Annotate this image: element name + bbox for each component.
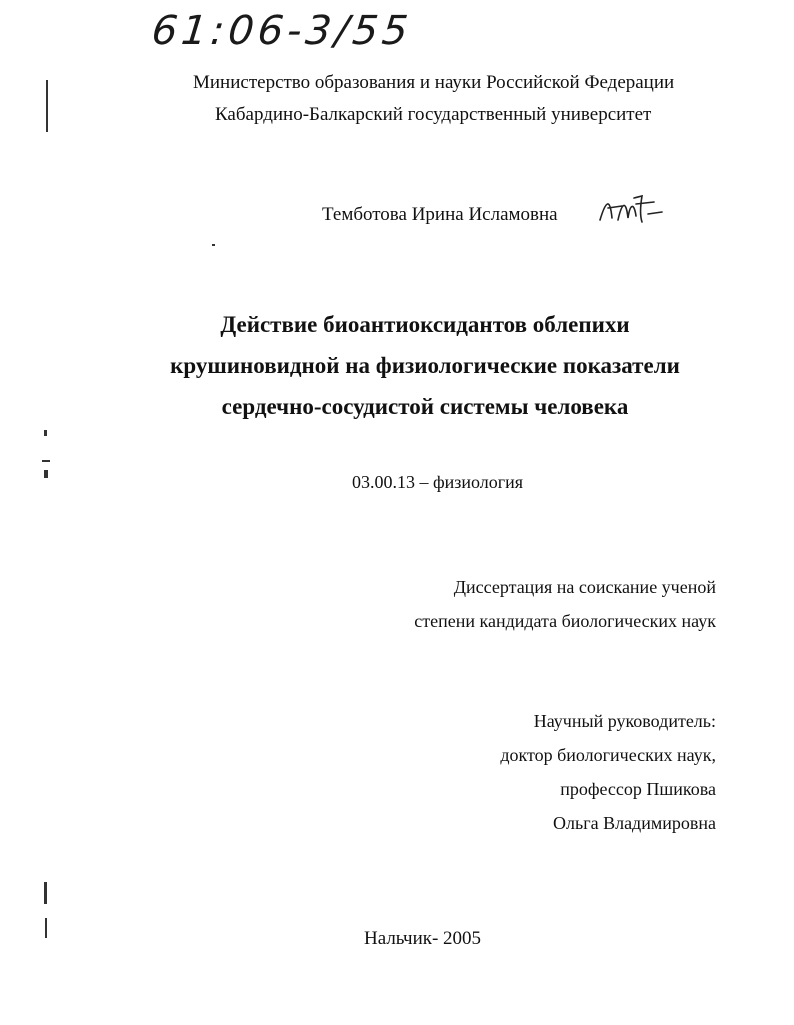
supervisor-label: Научный руководитель:: [533, 711, 716, 731]
scan-mark: [212, 244, 215, 246]
author-name: Темботова Ирина Исламовна: [322, 204, 558, 225]
scan-mark: [42, 460, 50, 462]
supervisor-name-line-2: Ольга Владимировна: [553, 813, 716, 833]
title-line-1: Действие биоантиоксидантов облепихи: [220, 312, 630, 337]
dissertation-title: [100, 304, 750, 427]
scan-mark: [44, 882, 47, 904]
scan-mark: [46, 80, 48, 132]
supervisor-degree: доктор биологических наук,: [500, 745, 716, 765]
dissertation-type: [380, 570, 716, 638]
author-signature: [596, 190, 666, 230]
supervisor-block: [430, 704, 716, 840]
specialty-code: 03.00.13 – физиология: [352, 472, 524, 492]
supervisor-name-line-1: профессор Пшикова: [560, 779, 716, 799]
city-year: Нальчик- 2005: [364, 928, 482, 949]
title-line-3: сердечно-сосудистой системы человека: [221, 394, 629, 419]
title-line-2: крушиновидной на физиологические показатели: [170, 353, 680, 378]
ministry-name: Министерство образования и науки Российской Федерации: [193, 72, 675, 93]
university-name: Кабардино-Балкарский государственный университет: [215, 104, 652, 125]
scan-mark: [44, 430, 47, 436]
dissertation-line-1: Диссертация на соискание ученой: [453, 577, 716, 597]
scan-mark: [45, 918, 47, 938]
dissertation-line-2: степени кандидата биологических наук: [414, 611, 716, 631]
scan-mark: [44, 470, 48, 478]
handwritten-catalog-code: 61:06-3/55: [149, 8, 414, 54]
